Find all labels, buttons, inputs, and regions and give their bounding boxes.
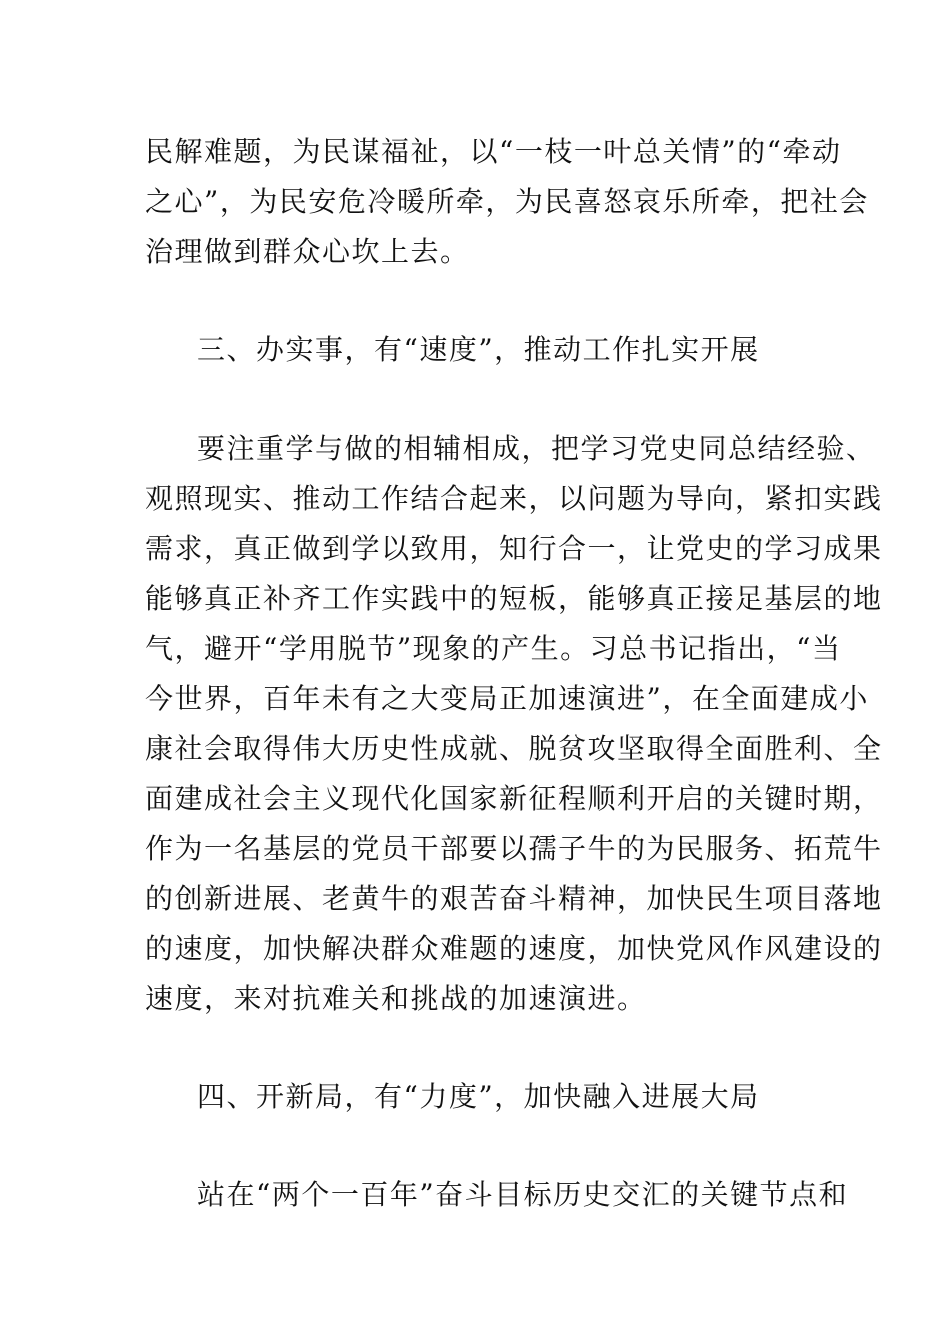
paragraph-2-line-4: 能够真正补齐工作实践中的短板，能够真正接足基层的地 xyxy=(145,582,883,615)
paragraph-2-line-12: 速度，来对抗难关和挑战的加速演进。 xyxy=(145,982,647,1015)
paragraph-2-line-7: 康社会取得伟大历史性成就、脱贫攻坚取得全面胜利、全 xyxy=(145,732,883,765)
section-heading-4: 四、开新局，有“力度”，加快融入进展大局 xyxy=(197,1080,760,1113)
paragraph-2-line-6: 今世界，百年未有之大变局正加速演进”，在全面建成小 xyxy=(145,682,869,715)
paragraph-2-line-2: 观照现实、推动工作结合起来，以问题为导向，紧扣实践 xyxy=(145,482,883,515)
paragraph-3-line-1: 站在“两个一百年”奋斗目标历史交汇的关键节点和 xyxy=(197,1178,849,1211)
paragraph-2-line-10: 的创新进展、老黄牛的艰苦奋斗精神，加快民生项目落地 xyxy=(145,882,883,915)
paragraph-2-line-5: 气，避开“学用脱节”现象的产生。习总书记指出，“当 xyxy=(145,632,842,665)
paragraph-2-line-3: 需求，真正做到学以致用，知行合一，让党史的学习成果 xyxy=(145,532,883,565)
paragraph-1-line-1: 民解难题，为民谋福祉，以“一枝一叶总关情”的“牵动 xyxy=(145,135,842,168)
paragraph-2-line-9: 作为一名基层的党员干部要以孺子牛的为民服务、拓荒牛 xyxy=(145,832,883,865)
paragraph-2-line-1: 要注重学与做的相辅相成，把学习党史同总结经验、 xyxy=(197,432,876,465)
paragraph-1-line-3: 治理做到群众心坎上去。 xyxy=(145,235,470,268)
paragraph-1-line-2: 之心”，为民安危冷暖所牵，为民喜怒哀乐所牵，把社会 xyxy=(145,185,869,218)
paragraph-2-line-11: 的速度，加快解决群众难题的速度，加快党风作风建设的 xyxy=(145,932,883,965)
paragraph-2-line-8: 面建成社会主义现代化国家新征程顺利开启的关键时期， xyxy=(145,782,883,815)
section-heading-3: 三、办实事，有“速度”，推动工作扎实开展 xyxy=(197,333,760,366)
